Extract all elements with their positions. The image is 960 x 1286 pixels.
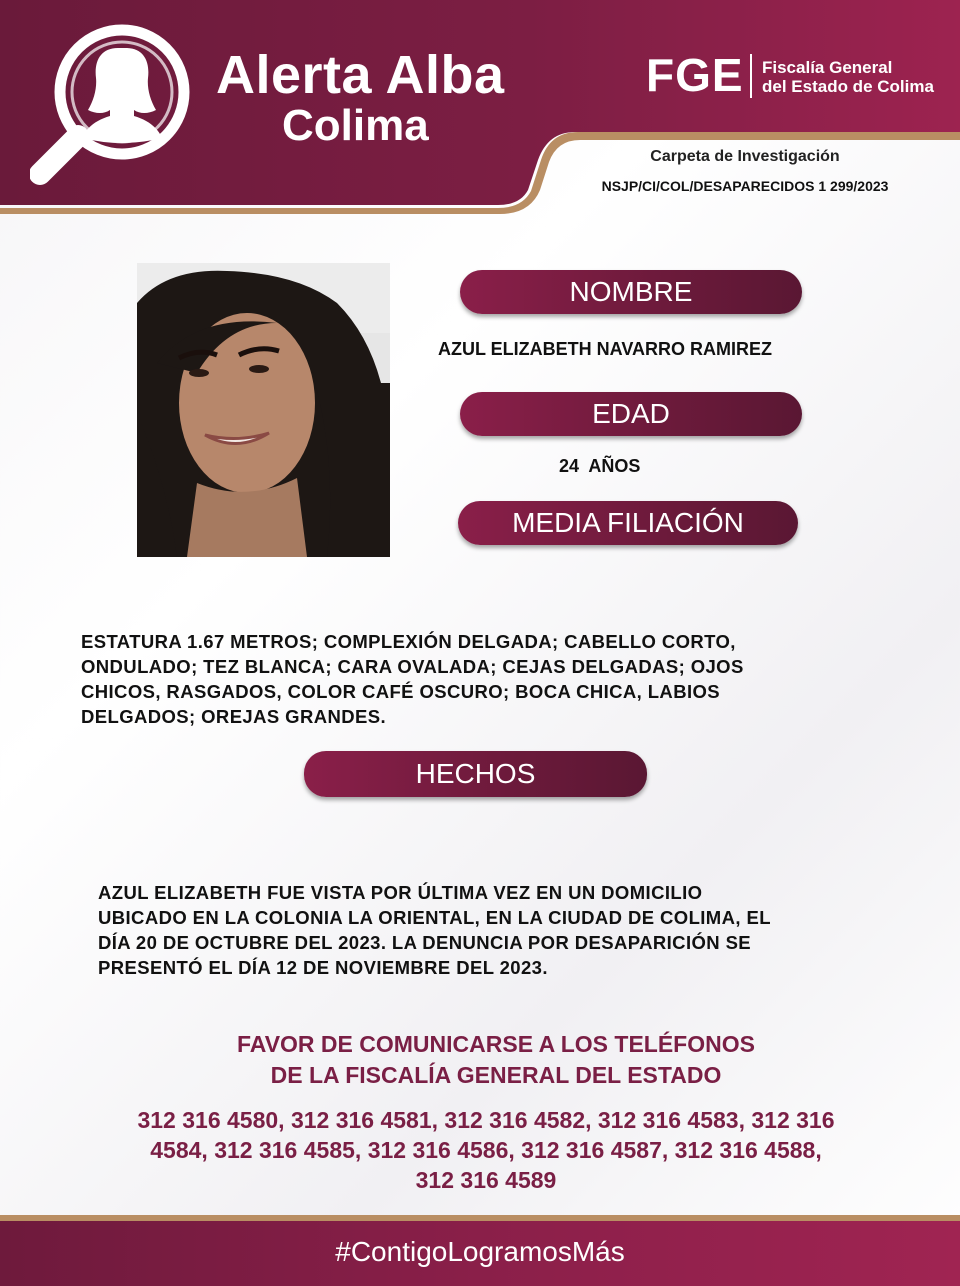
filiacion-line: ESTATURA 1.67 METROS; COMPLEXIÓN DELGADA; CABELLO CORTO, <box>81 631 736 652</box>
hechos-line: UBICADO EN LA COLONIA LA ORIENTAL, EN LA CIUDAD DE COLIMA, EL <box>98 907 771 928</box>
agency-name <box>762 58 934 96</box>
portrait-photo <box>137 263 390 557</box>
filiacion-line: CHICOS, RASGADOS, COLOR CAFÉ OSCURO; BOCA CHICA, LABIOS <box>81 681 721 702</box>
carpeta-label: Carpeta de Investigación <box>650 148 840 165</box>
media-filiacion-label: MEDIA FILIACIÓN <box>458 501 798 545</box>
contact-line2: DE LA FISCALÍA GENERAL DEL ESTADO <box>270 1062 722 1088</box>
phones-line: 312 316 4589 <box>415 1167 557 1193</box>
agency-divider <box>750 54 752 98</box>
hechos-line: AZUL ELIZABETH FUE VISTA POR ÚLTIMA VEZ EN UN DOMICILIO <box>98 882 703 903</box>
nombre-label: NOMBRE <box>460 270 802 314</box>
magnifier-woman-icon <box>30 22 195 187</box>
person-age: 24 AÑOS <box>559 456 641 476</box>
phones-line: 4584, 312 316 4585, 312 316 4586, 312 316 4587, 312 316 4588, <box>150 1137 822 1163</box>
agency-name-line1: Fiscalía General <box>762 58 893 77</box>
contact-heading <box>0 1029 960 1091</box>
brand-subtitle: Colima <box>282 101 429 150</box>
edad-label: EDAD <box>460 392 802 436</box>
filiacion-line: DELGADOS; OREJAS GRANDES. <box>81 706 387 727</box>
hechos-text <box>98 880 849 980</box>
media-filiacion-text <box>81 629 863 729</box>
agency-abbreviation: FGE <box>646 49 744 101</box>
carpeta-number: NSJP/CI/COL/DESAPARECIDOS 1 299/2023 <box>601 178 889 194</box>
person-name: AZUL ELIZABETH NAVARRO RAMIREZ <box>438 339 772 359</box>
phones-line: 312 316 4580, 312 316 4581, 312 316 4582, 312 316 4583, 312 316 <box>137 1107 835 1133</box>
hechos-label: HECHOS <box>304 751 647 797</box>
filiacion-line: ONDULADO; TEZ BLANCA; CARA OVALADA; CEJAS DELGADAS; OJOS <box>81 656 744 677</box>
footer-hashtag: #ContigoLogramosMás <box>335 1236 625 1267</box>
brand-title: Alerta Alba <box>216 45 505 105</box>
contact-line1: FAVOR DE COMUNICARSE A LOS TELÉFONOS <box>237 1031 755 1057</box>
agency-name-line2: del Estado de Colima <box>762 77 934 96</box>
hechos-line: DÍA 20 DE OCTUBRE DEL 2023. LA DENUNCIA POR DESAPARICIÓN SE <box>98 932 752 953</box>
footer-banner <box>0 1215 960 1286</box>
phone-numbers <box>90 1105 882 1195</box>
hechos-line: PRESENTÓ EL DÍA 12 DE NOVIEMBRE DEL 2023. <box>98 957 548 978</box>
